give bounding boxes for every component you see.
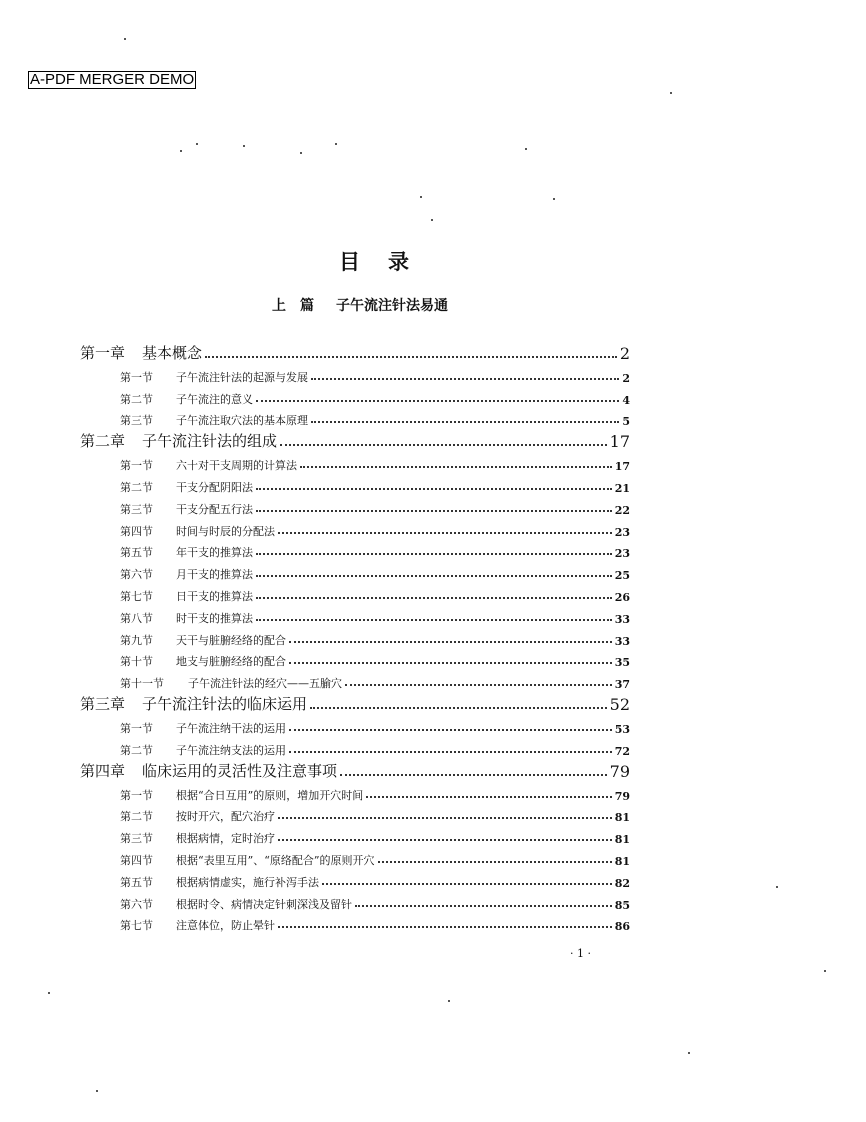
page-title [0,246,748,276]
toc-entry-title: 子午流注针法的临床运用 [142,695,308,714]
toc-section-entry [80,648,630,670]
toc-entry-page: 53 [614,722,630,736]
toc-entry-number: 第二节 [120,810,153,824]
toc-entry-page: 26 [614,590,630,604]
toc-entry-number: 第四节 [120,853,153,867]
scan-speck [196,143,198,145]
toc-entry-number: 第六节 [120,897,153,911]
toc-entry-page: 17 [609,432,630,452]
toc-section-entry [80,669,630,691]
toc-entry-title: 临床运用的灵活性及注意事项 [142,761,338,780]
toc-entry-number: 第一章 [80,344,126,362]
title-char: 目 [339,249,388,274]
toc-entry-number: 第三章 [80,695,126,714]
dot-leader [311,420,619,423]
toc-entry-title: 根据病情虚实，施行补泻手法 [176,875,319,889]
toc-entry-title: 年干支的推算法 [176,546,253,560]
toc-entry-title: 注意体位，防止晕针 [176,919,275,933]
title-char: 录 [388,249,437,274]
toc-entry-title: 子午流注针法的组成 [142,432,278,451]
toc-entry-number: 第一节 [120,788,153,802]
dot-leader [256,509,612,512]
toc-entry-page: 79 [614,789,630,803]
toc-entry-title: 子午流注取穴法的基本原理 [176,414,308,428]
toc-entry-title: 时干支的推算法 [176,611,253,625]
scan-speck [180,150,182,152]
scan-speck [335,143,337,145]
dot-leader [366,795,611,798]
toc-entry-title: 基本概念 [142,344,203,362]
toc-entry-title: 六十对干支周期的计算法 [176,459,297,473]
dot-leader [289,661,612,664]
toc-section-entry [80,714,630,736]
dot-leader [280,443,607,446]
toc-entry-title: 子午流注的意义 [176,392,253,406]
scan-speck [688,1052,690,1054]
toc-section-entry [80,890,630,912]
scan-speck [525,148,527,150]
toc-entry-page: 82 [614,876,630,890]
toc-chapter-entry [80,428,630,451]
scan-speck [431,219,433,221]
toc-section-entry [80,582,630,604]
toc-entry-page: 23 [614,547,630,561]
toc-entry-number: 第六节 [120,568,153,582]
scan-speck [243,145,245,147]
dot-leader [310,706,607,709]
toc-entry-page: 5 [622,415,630,429]
toc-entry-title: 天干与脏腑经络的配合 [176,633,286,647]
toc-section-entry [80,824,630,846]
toc-section-entry [80,560,630,582]
toc-entry-page: 4 [622,393,630,407]
scan-speck [300,152,302,154]
scan-speck [824,970,826,972]
dot-leader [322,882,612,885]
dot-leader [289,640,612,643]
scan-speck [776,886,778,888]
toc-section-entry [80,803,630,825]
toc-entry-number: 第十一节 [120,677,164,691]
watermark-label: A-PDF MERGER DEMO [30,71,195,88]
dot-leader [256,487,612,490]
toc-entry-title: 子午流注针法的起源与发展 [176,370,308,384]
toc-entry-page: 81 [614,854,630,868]
table-of-contents [80,340,630,933]
dot-leader [256,618,612,621]
toc-section-entry [80,363,630,385]
toc-entry-title: 子午流注针法的经穴——五腧穴 [188,677,342,691]
dot-leader [256,574,612,577]
toc-entry-title: 干支分配五行法 [176,502,253,516]
dot-leader [289,728,612,731]
scan-speck [553,198,555,200]
toc-entry-page: 86 [614,920,630,934]
part-title: 子午流注针法易通 [336,298,448,314]
toc-entry-number: 第九节 [120,633,153,647]
toc-entry-page: 23 [614,525,630,539]
toc-section-entry [80,781,630,803]
toc-entry-page: 81 [614,833,630,847]
toc-entry-title: 子午流注纳干法的运用 [176,721,286,735]
toc-chapter-entry [80,340,630,363]
dot-leader [256,399,619,402]
dot-leader [256,596,612,599]
toc-section-entry [80,451,630,473]
toc-entry-number: 第一节 [120,370,153,384]
toc-entry-number: 第八节 [120,611,153,625]
toc-entry-number: 第三节 [120,502,153,516]
toc-entry-number: 第二节 [120,480,153,494]
dot-leader [256,552,612,555]
scan-speck [448,1000,450,1002]
dot-leader [205,355,617,358]
dot-leader [278,925,612,928]
toc-entry-page: 79 [609,761,630,781]
toc-section-entry [80,385,630,407]
toc-entry-number: 第三节 [120,414,153,428]
dot-leader [345,683,612,686]
toc-entry-title: 地支与脏腑经络的配合 [176,655,286,669]
page-number: · 1 · [570,947,591,960]
toc-entry-number: 第一节 [120,459,153,473]
toc-entry-page: 17 [614,460,630,474]
toc-entry-page: 35 [614,656,630,670]
toc-section-entry [80,846,630,868]
part-heading [0,295,720,315]
toc-section-entry [80,407,630,429]
toc-section-entry [80,604,630,626]
toc-entry-title: 日干支的推算法 [176,589,253,603]
scan-speck [124,38,126,40]
toc-chapter-entry [80,758,630,781]
toc-entry-title: 按时开穴，配穴治疗 [176,810,275,824]
toc-entry-title: 子午流注纳支法的运用 [176,743,286,757]
toc-entry-number: 第十节 [120,655,153,669]
toc-entry-number: 第五节 [120,875,153,889]
toc-entry-page: 72 [614,744,630,758]
toc-entry-page: 21 [614,481,630,495]
toc-section-entry [80,626,630,648]
toc-entry-title: 时间与时辰的分配法 [176,524,275,538]
toc-entry-title: 根据“表里互用”、“原络配合”的原则开穴 [176,853,375,867]
toc-entry-title: 干支分配阴阳法 [176,480,253,494]
toc-section-entry [80,539,630,561]
toc-entry-page: 2 [619,344,630,363]
dot-leader [378,860,612,863]
toc-chapter-entry [80,691,630,714]
toc-entry-number: 第二节 [120,392,153,406]
toc-entry-page: 2 [622,371,630,385]
scan-speck [420,196,422,198]
toc-section-entry [80,495,630,517]
toc-section-entry [80,473,630,495]
toc-entry-number: 第五节 [120,546,153,560]
toc-section-entry [80,736,630,758]
toc-entry-page: 52 [609,695,630,715]
dot-leader [278,838,612,841]
scan-speck [670,92,672,94]
toc-entry-number: 第七节 [120,919,153,933]
toc-section-entry [80,868,630,890]
toc-entry-number: 第四节 [120,524,153,538]
toc-entry-number: 第七节 [120,589,153,603]
toc-entry-title: 根据病情，定时治疗 [176,832,275,846]
dot-leader [340,773,607,776]
dot-leader [289,750,612,753]
toc-entry-page: 22 [614,503,630,517]
dot-leader [355,904,612,907]
toc-entry-page: 33 [614,612,630,626]
toc-section-entry [80,517,630,539]
scan-speck [96,1090,98,1092]
toc-section-entry [80,912,630,934]
toc-entry-title: 根据时令、病情决定针刺深浅及留针 [176,897,352,911]
toc-entry-title: 月干支的推算法 [176,568,253,582]
toc-entry-number: 第二节 [120,743,153,757]
toc-entry-number: 第三节 [120,832,153,846]
scan-speck [48,992,50,994]
toc-entry-number: 第四章 [80,761,126,780]
toc-entry-title: 根据“合日互用”的原则，增加开穴时间 [176,788,364,802]
dot-leader [311,377,619,380]
part-label: 上 篇 [272,298,314,314]
toc-entry-number: 第一节 [120,721,153,735]
toc-entry-page: 85 [614,898,630,912]
toc-entry-page: 25 [614,569,630,583]
dot-leader [278,531,612,534]
toc-entry-page: 37 [614,678,630,692]
toc-entry-page: 81 [614,811,630,825]
toc-entry-number: 第二章 [80,432,126,451]
toc-entry-page: 33 [614,634,630,648]
dot-leader [278,816,612,819]
dot-leader [300,465,612,468]
